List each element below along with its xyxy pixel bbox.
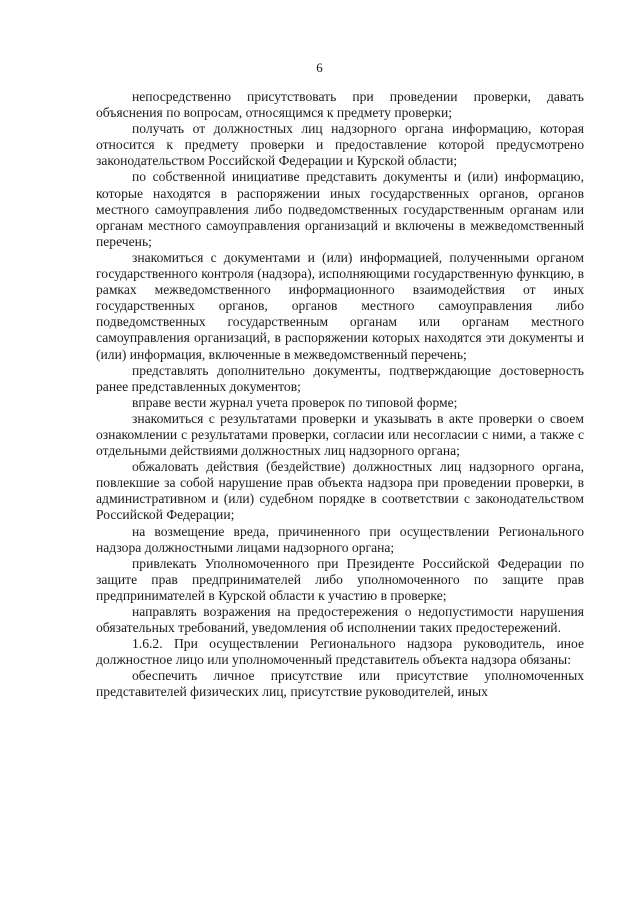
paragraph-right-review-results: знакомиться с результатами проверки и указывать в акте проверки о своем ознакомлении с результатами проверки, согласии или несогласии с ними, а также с отдельными действиями должностных лиц надзорного органа; bbox=[96, 410, 584, 459]
document-text-body bbox=[96, 89, 584, 701]
paragraph-right-receive-information: получать от должностных лиц надзорного органа информацию, которая относится к предмету проверки и предоставление которой предусмотрено законодательством Российской Федерации и Курской области; bbox=[96, 121, 584, 169]
paragraph-right-appeal: обжаловать действия (бездействие) должностных лиц надзорного органа, повлекшие за собой нарушение прав объекта надзора при проведении проверки, в административном и (или) судебном порядке в соответствии с законодательством Российской Федерации; bbox=[96, 459, 584, 523]
paragraph-right-submit-documents: по собственной инициативе представить документы и (или) информацию, которые находятся в распоряжении иных государственных органов, органов местного самоуправления либо подведомственных государственным органам или органам местного самоуправления организаций и включены в межведомственный перечень; bbox=[96, 169, 584, 249]
paragraph-duty-presence: обеспечить личное присутствие или присутствие уполномоченных представителей физических лиц, присутствие руководителей, иных bbox=[96, 668, 584, 700]
paragraph-right-inspection-log: вправе вести журнал учета проверок по типовой форме; bbox=[132, 394, 458, 410]
paragraph-right-objections: направлять возражения на предостережения о недопустимости нарушения обязательных требований, уведомления об исполнении таких предостережений. bbox=[96, 604, 584, 636]
paragraph-right-additional-documents: представлять дополнительно документы, подтверждающие достоверность ранее представленных документов; bbox=[96, 362, 584, 394]
paragraph-right-involve-ombudsman: привлекать Уполномоченного при Президенте Российской Федерации по защите прав предпринимателей либо уполномоченного по защите прав предпринимателей в Курской области к участию в проверке; bbox=[96, 555, 584, 603]
page-number: 6 bbox=[316, 60, 323, 75]
paragraph-right-be-present: непосредственно присутствовать при проведении проверки, давать объяснения по вопросам, относящимся к предмету проверки; bbox=[96, 89, 584, 121]
paragraph-right-compensation: на возмещение вреда, причиненного при осуществлении Регионального надзора должностными лицами надзорного органа; bbox=[96, 523, 584, 555]
paragraph-right-review-documents: знакомиться с документами и (или) информацией, полученными органом государственного контроля (надзора), исполняющими государственную функцию, в рамках межведомственного информационного взаимодействия от иных государственных органов, органов местного самоуправления либо подведомственных государственным органам или органам местного самоуправления организаций, в распоряжении которых находятся эти документы и (или) информация, включенные в межведомственный перечень; bbox=[96, 249, 584, 362]
paragraph-section-1-6-2: 1.6.2. При осуществлении Регионального надзора руководитель, иное должностное лицо или уполномоченный представитель объекта надзора обязаны: bbox=[96, 636, 584, 668]
